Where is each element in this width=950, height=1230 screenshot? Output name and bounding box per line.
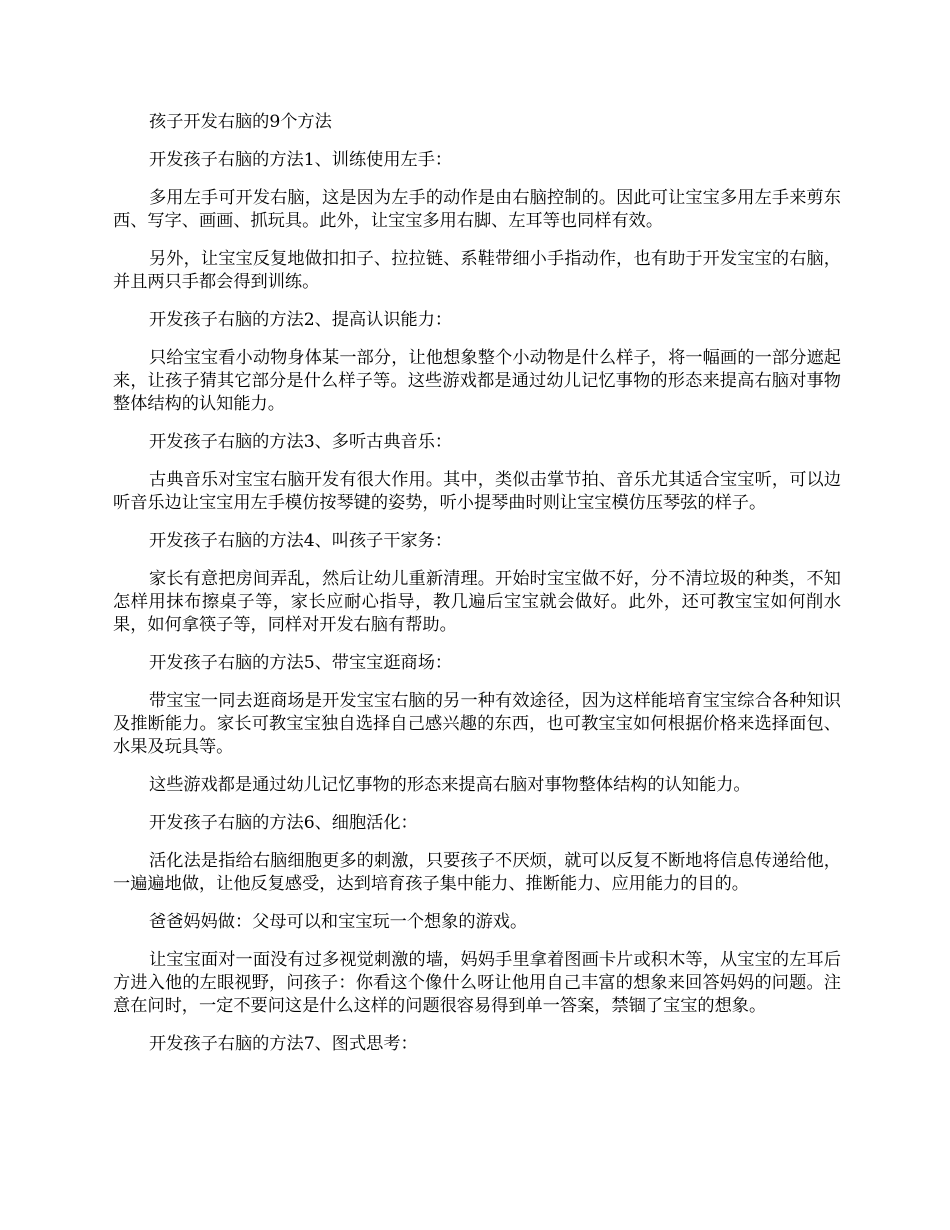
method-4-heading: 开发孩子右脑的方法4、叫孩子干家务： xyxy=(149,531,453,551)
method-6-paragraph-2: 爸爸妈妈做：父母可以和宝宝玩一个想象的游戏。 xyxy=(149,912,528,932)
method-1-heading: 开发孩子右脑的方法1、训练使用左手： xyxy=(149,150,453,170)
method-2-paragraph: 只给宝宝看小动物身体某一部分，让他想象整个小动物是什么样子，将一幅画的一部分遮起来，让孩子猜其它部分是什么样子等。这些游戏都是通过幼儿记忆事物的形态来提高右脑对事物整体结构的认知能力。 xyxy=(113,348,841,414)
method-6-heading: 开发孩子右脑的方法6、细胞活化： xyxy=(149,813,418,833)
method-1-paragraph-1: 多用左手可开发右脑，这是因为左手的动作是由右脑控制的。因此可让宝宝多用左手来剪东西、写字、画画、抓玩具。此外，让宝宝多用右脚、左耳等也同样有效。 xyxy=(113,188,841,231)
method-1-paragraph-2: 另外，让宝宝反复地做扣扣子、拉拉链、系鞋带细小手指动作，也有助于开发宝宝的右脑，并且两只手都会得到训练。 xyxy=(113,249,841,292)
document-page xyxy=(113,111,841,1071)
method-6-paragraph-1: 活化法是指给右脑细胞更多的刺激，只要孩子不厌烦，就可以反复不断地将信息传递给他，一遍遍地做，让他反复感受，达到培育孩子集中能力、推断能力、应用能力的目的。 xyxy=(113,851,841,894)
method-5-paragraph-1: 带宝宝一同去逛商场是开发宝宝右脑的另一种有效途径，因为这样能培育宝宝综合各种知识及推断能力。家长可教宝宝独自选择自己感兴趣的东西，也可教宝宝如何根据价格来选择面包、水果及玩具等。 xyxy=(113,691,841,757)
method-7-heading: 开发孩子右脑的方法7、图式思考： xyxy=(149,1034,418,1054)
method-3-heading: 开发孩子右脑的方法3、多听古典音乐： xyxy=(149,432,453,452)
document-title: 孩子开发右脑的9个方法 xyxy=(149,112,332,132)
method-3-paragraph: 古典音乐对宝宝右脑开发有很大作用。其中，类似击掌节拍、音乐尤其适合宝宝听，可以边听音乐边让宝宝用左手模仿按琴键的姿势，听小提琴曲时则让宝宝模仿压琴弦的样子。 xyxy=(113,470,841,513)
method-5-paragraph-2: 这些游戏都是通过幼儿记忆事物的形态来提高右脑对事物整体结构的认知能力。 xyxy=(149,775,751,795)
method-4-paragraph: 家长有意把房间弄乱，然后让幼儿重新清理。开始时宝宝做不好，分不清垃圾的种类，不知怎样用抹布擦桌子等，家长应耐心指导，教几遍后宝宝就会做好。此外，还可教宝宝如何削水果，如何拿筷子等，同样对开发右脑有帮助。 xyxy=(113,569,841,635)
method-2-heading: 开发孩子右脑的方法2、提高认识能力： xyxy=(149,310,453,330)
method-5-heading: 开发孩子右脑的方法5、带宝宝逛商场： xyxy=(149,653,453,673)
method-6-paragraph-3: 让宝宝面对一面没有过多视觉刺激的墙，妈妈手里拿着图画卡片或积木等，从宝宝的左耳后方进入他的左眼视野，问孩子：你看这个像什么呀让他用自己丰富的想象来回答妈妈的问题。注意在问时，一定不要问这是什么这样的问题很容易得到单一答案，禁锢了宝宝的想象。 xyxy=(113,950,841,1016)
